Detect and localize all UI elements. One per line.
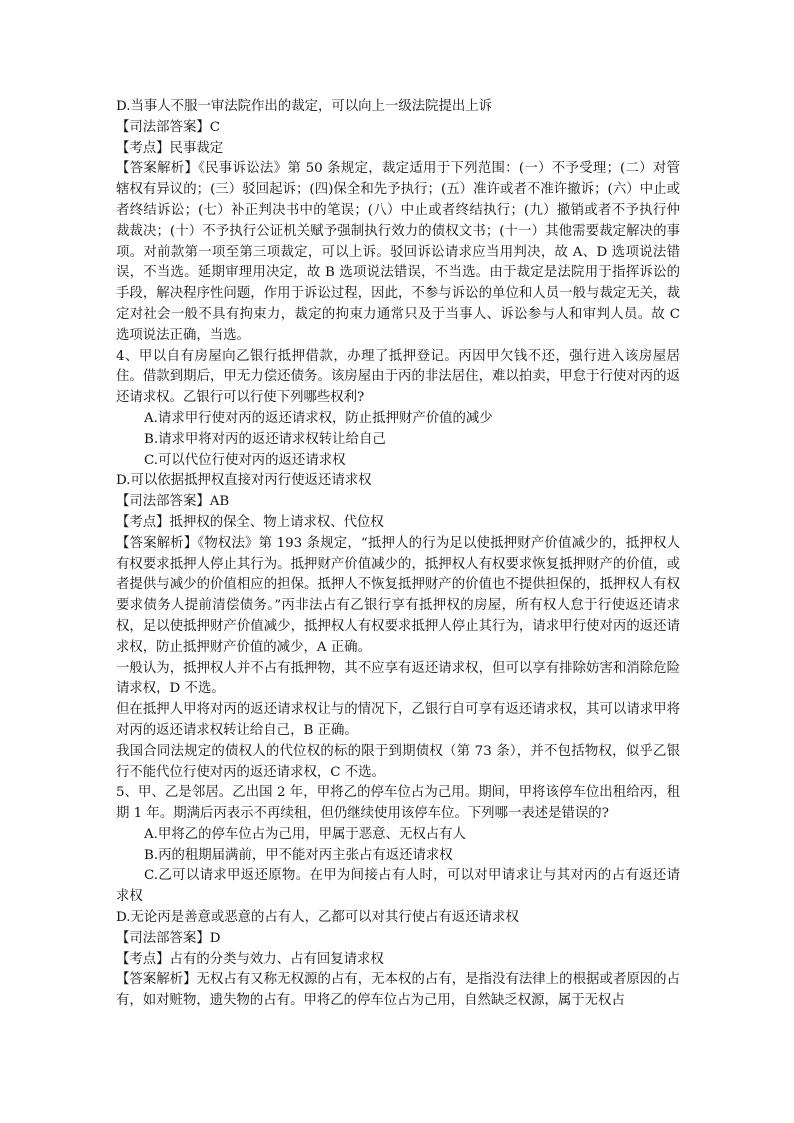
explanation-q4-para-4: 我国合同法规定的债权人的代位权的标的限于到期债权（第 73 条），并不包括物权，似乎乙银行不能代位行使对丙的返还请求权，C 不选。	[116, 743, 680, 780]
answer-q3: 【司法部答案】C	[116, 119, 220, 135]
key-point-q3: 【考点】民事裁定	[116, 140, 224, 156]
explanation-q4-para-2: 一般认为，抵押权人并不占有抵押物，其不应享有返还请求权，但可以享有排除妨害和消除危险请求权，D 不选。	[116, 660, 680, 697]
answer-q5: 【司法部答案】D	[116, 930, 221, 946]
explanation-q4-para-3: 但在抵押人甲将对丙的返还请求权让与的情况下，乙银行自可享有返还请求权，其可以请求甲将对丙的返还请求权转让给自己，B 正确。	[116, 702, 680, 738]
option-b-q4: B.请求甲将对丙的返还请求权转让给自己	[144, 431, 386, 447]
key-point-q4: 【考点】抵押权的保全、物上请求权、代位权	[116, 514, 384, 530]
option-b-q5: B.丙的租期届满前，甲不能对丙主张占有返还请求权	[144, 847, 453, 863]
answer-q4: 【司法部答案】AB	[116, 494, 230, 510]
option-d-q5: D.无论丙是善意或恶意的占有人，乙都可以对其行使占有返还请求权	[116, 910, 519, 926]
option-c-q5: C.乙可以请求甲返还原物。在甲为间接占有人时，可以对甲请求让与其对丙的占有返还请求权	[116, 868, 680, 905]
explanation-q4: 【答案解析】《物权法》第 193 条规定，“抵押人的行为足以使抵押财产价值减少的，抵押权人有权要求抵押人停止其行为。抵押财产价值减少的，抵押权人有权要求恢复抵押财产的价值，或者提供与减少的价值相应的担保。抵押人不恢复抵押财产的价值也不提供担保的，抵押权人有权要求债务人提前清偿债务。”丙非法占有乙银行享有抵押权的房屋，所有权人怠于行使返还请求权，足以使抵押财产价值减少，抵押权人有权要求抵押人停止其行为，请求甲行使对丙的返还请求权，防止抵押财产价值的减少，A 正确。	[116, 535, 680, 655]
option-d-q4: D.可以依据抵押权直接对丙行使返还请求权	[116, 473, 372, 489]
option-a-q5: A.甲将乙的停车位占为己用，甲属于恶意、无权占有人	[144, 826, 466, 842]
explanation-q3: 【答案解析】《民事诉讼法》第 50 条规定，裁定适用于下列范围：(一）不予受理；(二）对管辖权有异议的；(三）驳回起诉；(四)保全和先予执行；(五）准许或者不准许撤诉；(六）中止或者终结诉讼；(七）补正判决书中的笔误；(八）中止或者终结执行；(九）撤销或者不予执行仲裁裁决；(十）不予执行公证机关赋予强制执行效力的债权文书；(十一）其他需要裁定解决的事项。对前款第一项至第三项裁定，可以上诉。驳回诉讼请求应当用判决，故 A、D 选项说法错误，不当选。延期审理用决定，故 B 选项说法错误，不当选。由于裁定是法院用于指挥诉讼的手段，解决程序性问题，作用于诉讼过程，因此，不参与诉讼的单位和人员一般与裁定无关，裁定对社会一般不具有拘束力，裁定的拘束力通常只及于当事人、诉讼参与人和审判人员。故 C 选项说法正确，当选。	[116, 161, 680, 343]
option-a-q4: A.请求甲行使对丙的返还请求权，防止抵押财产价值的减少	[144, 410, 493, 426]
key-point-q5: 【考点】占有的分类与效力、占有回复请求权	[116, 951, 384, 967]
explanation-q5: 【答案解析】无权占有又称无权源的占有，无本权的占有，是指没有法律上的根据或者原因的占有，如对赃物，遗失物的占有。甲将乙的停车位占为己用，自然缺乏权源，属于无权占	[116, 972, 680, 1009]
document-page	[116, 97, 680, 1012]
option-c-q4: C.可以代位行使对丙的返还请求权	[144, 452, 346, 468]
question-5: 5、甲、乙是邻居。乙出国 2 年，甲将乙的停车位占为己用。期间，甲将该停车位出租给丙，租期 1 年。期满后丙表示不再续租，但仍继续使用该停车位。下列哪一表述是错误的?	[116, 785, 680, 822]
option-d-q3: D.当事人不服一审法院作出的裁定，可以向上一级法院提出上诉	[116, 99, 493, 114]
question-4: 4、甲以自有房屋向乙银行抵押借款，办理了抵押登记。丙因甲欠钱不还，强行进入该房屋居住。借款到期后，甲无力偿还债务。该房屋由于丙的非法居住，难以拍卖，甲怠于行使对丙的返还请求权。乙银行可以行使下列哪些权利?	[116, 348, 680, 406]
